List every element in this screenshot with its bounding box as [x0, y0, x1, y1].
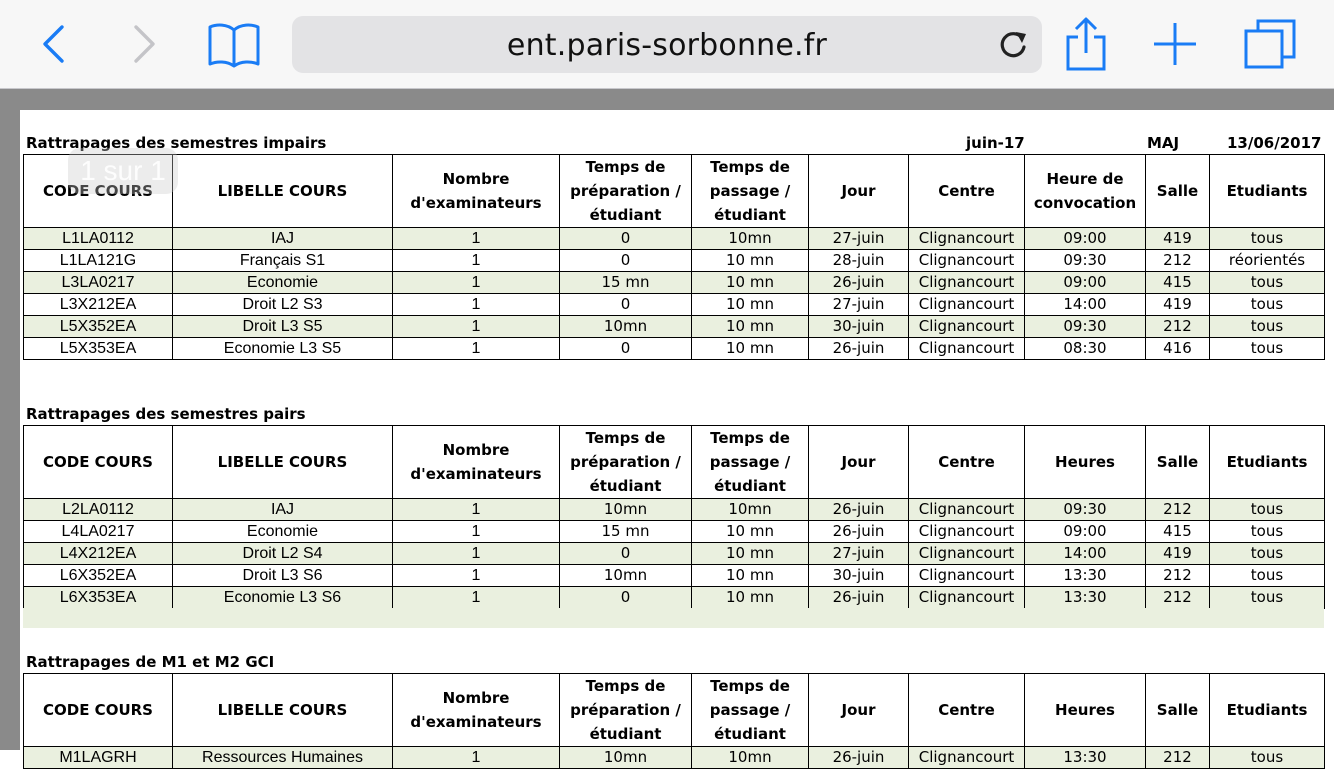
cell-code: L6X353EA	[24, 587, 173, 609]
cell-code: L2LA0112	[24, 499, 173, 521]
cell-heure: 09:00	[1025, 228, 1146, 250]
cell-etudiants: réorientés	[1210, 250, 1325, 272]
cell-centre: Clignancourt	[909, 521, 1025, 543]
exam-table-m1-m2	[23, 673, 1325, 769]
cell-code: L1LA121G	[24, 250, 173, 272]
cell-jour: 30-juin	[809, 316, 909, 338]
cell-examinateurs: 1	[393, 294, 560, 316]
chevron-left-icon	[40, 24, 66, 64]
cell-passage: 10 mn	[692, 338, 809, 360]
maj-date: 13/06/2017	[1227, 134, 1322, 152]
column-header-salle: Salle	[1146, 674, 1210, 747]
cell-heure: 09:30	[1025, 316, 1146, 338]
column-header-jour: Jour	[809, 155, 909, 228]
table-row	[24, 316, 1325, 338]
cell-libelle: Droit L3 S6	[173, 565, 393, 587]
cell-preparation: 0	[560, 228, 692, 250]
column-header-heure: Heure de convocation	[1025, 155, 1146, 228]
cell-passage: 10mn	[692, 499, 809, 521]
section-title: Rattrapages de M1 et M2 GCI	[26, 653, 275, 671]
column-header-examinateurs: Nombre d'examinateurs	[393, 674, 560, 747]
cell-code: L5X353EA	[24, 338, 173, 360]
cell-salle: 416	[1146, 338, 1210, 360]
cell-code: L6X352EA	[24, 565, 173, 587]
column-header-heure: Heures	[1025, 426, 1146, 499]
cell-code: L5X352EA	[24, 316, 173, 338]
cell-etudiants: tous	[1210, 228, 1325, 250]
table-header-row	[24, 155, 1325, 228]
cell-centre: Clignancourt	[909, 747, 1025, 769]
cell-passage: 10 mn	[692, 294, 809, 316]
cell-libelle: IAJ	[173, 499, 393, 521]
book-icon	[207, 20, 261, 68]
cell-jour: 30-juin	[809, 565, 909, 587]
table-row	[24, 250, 1325, 272]
table-body	[24, 499, 1325, 609]
column-header-examinateurs: Nombre d'examinateurs	[393, 426, 560, 499]
table-header-row	[24, 674, 1325, 747]
cell-salle: 212	[1146, 565, 1210, 587]
cell-examinateurs: 1	[393, 499, 560, 521]
cell-jour: 27-juin	[809, 228, 909, 250]
cell-heure: 09:30	[1025, 499, 1146, 521]
column-header-preparation: Temps de préparation / étudiant	[560, 155, 692, 228]
column-header-libelle: LIBELLE COURS	[173, 155, 393, 228]
page-indicator: 1 sur 1	[68, 148, 178, 194]
column-header-code: CODE COURS	[24, 426, 173, 499]
column-header-passage: Temps de passage / étudiant	[692, 674, 809, 747]
cell-code: L3LA0217	[24, 272, 173, 294]
cell-centre: Clignancourt	[909, 338, 1025, 360]
cell-libelle: Droit L2 S4	[173, 543, 393, 565]
cell-heure: 14:00	[1025, 294, 1146, 316]
cell-passage: 10 mn	[692, 521, 809, 543]
column-header-libelle: LIBELLE COURS	[173, 426, 393, 499]
section-title: Rattrapages des semestres pairs	[26, 405, 306, 423]
cell-salle: 415	[1146, 521, 1210, 543]
cell-passage: 10 mn	[692, 565, 809, 587]
month-label: juin-17	[966, 134, 1025, 152]
tabs-button[interactable]	[1244, 18, 1296, 70]
cell-preparation: 10mn	[560, 499, 692, 521]
cell-salle: 415	[1146, 272, 1210, 294]
cell-preparation: 0	[560, 250, 692, 272]
cell-centre: Clignancourt	[909, 228, 1025, 250]
cell-passage: 10 mn	[692, 587, 809, 609]
section-title: Rattrapages des semestres impairs	[26, 134, 327, 152]
plus-icon	[1152, 21, 1198, 67]
cell-preparation: 10mn	[560, 316, 692, 338]
cell-heure: 09:00	[1025, 272, 1146, 294]
tabs-icon	[1244, 19, 1296, 69]
cell-code: L1LA0112	[24, 228, 173, 250]
cell-jour: 27-juin	[809, 543, 909, 565]
table-row	[24, 499, 1325, 521]
new-tab-button[interactable]	[1152, 18, 1198, 70]
table-row	[24, 228, 1325, 250]
cell-examinateurs: 1	[393, 565, 560, 587]
column-header-salle: Salle	[1146, 426, 1210, 499]
cell-etudiants: tous	[1210, 747, 1325, 769]
cell-centre: Clignancourt	[909, 250, 1025, 272]
cell-salle: 419	[1146, 228, 1210, 250]
column-header-preparation: Temps de préparation / étudiant	[560, 674, 692, 747]
cell-preparation: 10mn	[560, 565, 692, 587]
column-header-jour: Jour	[809, 674, 909, 747]
table-row	[24, 747, 1325, 769]
column-header-libelle: LIBELLE COURS	[173, 674, 393, 747]
cell-centre: Clignancourt	[909, 565, 1025, 587]
cell-etudiants: tous	[1210, 338, 1325, 360]
column-header-code: CODE COURS	[24, 674, 173, 747]
cell-salle: 212	[1146, 499, 1210, 521]
cell-centre: Clignancourt	[909, 543, 1025, 565]
cell-examinateurs: 1	[393, 747, 560, 769]
cell-heure: 14:00	[1025, 543, 1146, 565]
cell-passage: 10mn	[692, 747, 809, 769]
cell-salle: 212	[1146, 587, 1210, 609]
cell-etudiants: tous	[1210, 543, 1325, 565]
address-bar[interactable]	[292, 16, 1042, 73]
cell-etudiants: tous	[1210, 294, 1325, 316]
pdf-page	[20, 110, 1334, 766]
maj-label: MAJ	[1147, 134, 1180, 152]
cell-libelle: Economie	[173, 521, 393, 543]
cell-preparation: 10mn	[560, 747, 692, 769]
cell-salle: 212	[1146, 747, 1210, 769]
cell-examinateurs: 1	[393, 316, 560, 338]
cell-examinateurs: 1	[393, 521, 560, 543]
exam-table-impairs	[23, 154, 1325, 360]
table-row	[24, 543, 1325, 565]
share-button[interactable]	[1064, 18, 1108, 70]
cell-passage: 10 mn	[692, 250, 809, 272]
table-row	[24, 565, 1325, 587]
cell-examinateurs: 1	[393, 272, 560, 294]
cell-jour: 26-juin	[809, 747, 909, 769]
cell-passage: 10 mn	[692, 272, 809, 294]
reload-icon	[996, 28, 1030, 62]
cell-code: L3X212EA	[24, 294, 173, 316]
cell-libelle: Droit L2 S3	[173, 294, 393, 316]
table-row	[24, 521, 1325, 543]
cell-centre: Clignancourt	[909, 316, 1025, 338]
browser-toolbar	[0, 0, 1334, 89]
cell-jour: 26-juin	[809, 272, 909, 294]
column-header-examinateurs: Nombre d'examinateurs	[393, 155, 560, 228]
table-row	[24, 294, 1325, 316]
cell-libelle: Economie L3 S6	[173, 587, 393, 609]
cell-preparation: 0	[560, 294, 692, 316]
cell-etudiants: tous	[1210, 521, 1325, 543]
back-button[interactable]	[36, 18, 70, 70]
cell-jour: 26-juin	[809, 521, 909, 543]
table-row	[24, 587, 1325, 609]
reload-button[interactable]	[996, 28, 1030, 62]
cell-code: M1LAGRH	[24, 747, 173, 769]
cell-examinateurs: 1	[393, 250, 560, 272]
cell-preparation: 15 mn	[560, 272, 692, 294]
cell-heure: 13:30	[1025, 565, 1146, 587]
column-header-passage: Temps de passage / étudiant	[692, 426, 809, 499]
cell-etudiants: tous	[1210, 565, 1325, 587]
column-header-passage: Temps de passage / étudiant	[692, 155, 809, 228]
cell-heure: 09:00	[1025, 521, 1146, 543]
cell-code: L4X212EA	[24, 543, 173, 565]
cell-jour: 26-juin	[809, 499, 909, 521]
cell-jour: 26-juin	[809, 587, 909, 609]
cell-examinateurs: 1	[393, 228, 560, 250]
exam-table-pairs	[23, 425, 1325, 609]
cell-libelle: Français S1	[173, 250, 393, 272]
cell-etudiants: tous	[1210, 272, 1325, 294]
cell-libelle: Droit L3 S5	[173, 316, 393, 338]
column-header-jour: Jour	[809, 426, 909, 499]
table-row	[24, 338, 1325, 360]
url-text: ent.paris-sorbonne.fr	[506, 28, 828, 63]
cell-jour: 27-juin	[809, 294, 909, 316]
column-header-centre: Centre	[909, 155, 1025, 228]
cell-heure: 13:30	[1025, 747, 1146, 769]
cell-passage: 10 mn	[692, 316, 809, 338]
cell-preparation: 0	[560, 338, 692, 360]
cell-preparation: 0	[560, 587, 692, 609]
column-header-heure: Heures	[1025, 674, 1146, 747]
column-header-etudiants: Etudiants	[1210, 426, 1325, 499]
table-body	[24, 747, 1325, 769]
table-body	[24, 228, 1325, 360]
table-header-row	[24, 426, 1325, 499]
cell-code: L4LA0217	[24, 521, 173, 543]
cell-etudiants: tous	[1210, 587, 1325, 609]
cell-salle: 419	[1146, 294, 1210, 316]
table-row	[24, 272, 1325, 294]
column-header-salle: Salle	[1146, 155, 1210, 228]
cell-libelle: Economie L3 S5	[173, 338, 393, 360]
cell-etudiants: tous	[1210, 499, 1325, 521]
column-header-centre: Centre	[909, 674, 1025, 747]
cell-examinateurs: 1	[393, 338, 560, 360]
share-icon	[1064, 17, 1108, 71]
column-header-etudiants: Etudiants	[1210, 674, 1325, 747]
cell-salle: 212	[1146, 316, 1210, 338]
cell-preparation: 15 mn	[560, 521, 692, 543]
column-header-centre: Centre	[909, 426, 1025, 499]
cell-libelle: Ressources Humaines	[173, 747, 393, 769]
cell-jour: 26-juin	[809, 338, 909, 360]
forward-button[interactable]	[128, 18, 162, 70]
cell-libelle: IAJ	[173, 228, 393, 250]
shaded-spacer	[23, 608, 1324, 628]
cell-examinateurs: 1	[393, 587, 560, 609]
cell-centre: Clignancourt	[909, 272, 1025, 294]
column-header-etudiants: Etudiants	[1210, 155, 1325, 228]
cell-etudiants: tous	[1210, 316, 1325, 338]
cell-salle: 212	[1146, 250, 1210, 272]
column-header-code: CODE COURS	[24, 155, 173, 228]
cell-examinateurs: 1	[393, 543, 560, 565]
cell-salle: 419	[1146, 543, 1210, 565]
cell-heure: 09:30	[1025, 250, 1146, 272]
cell-heure: 13:30	[1025, 587, 1146, 609]
cell-preparation: 0	[560, 543, 692, 565]
cell-jour: 28-juin	[809, 250, 909, 272]
cell-centre: Clignancourt	[909, 499, 1025, 521]
column-header-preparation: Temps de préparation / étudiant	[560, 426, 692, 499]
cell-heure: 08:30	[1025, 338, 1146, 360]
cell-passage: 10mn	[692, 228, 809, 250]
bookmarks-button[interactable]	[206, 18, 262, 70]
cell-centre: Clignancourt	[909, 294, 1025, 316]
cell-centre: Clignancourt	[909, 587, 1025, 609]
cell-passage: 10 mn	[692, 543, 809, 565]
chevron-right-icon	[132, 24, 158, 64]
cell-libelle: Economie	[173, 272, 393, 294]
